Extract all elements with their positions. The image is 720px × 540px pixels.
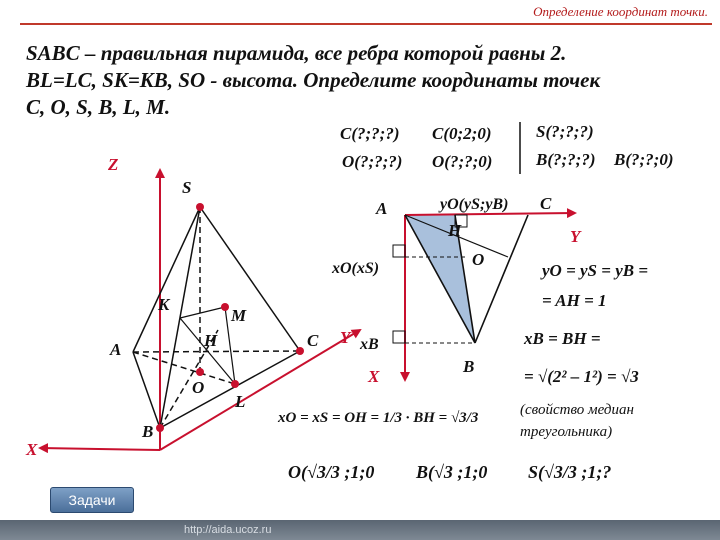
median-note-1: (свойство медиан <box>520 402 634 418</box>
label-point-a: A <box>110 340 122 359</box>
label-right-c: C <box>540 194 552 213</box>
point-s-dot <box>196 203 204 211</box>
point-b-dot <box>156 424 164 432</box>
right-angle-xb <box>393 331 405 343</box>
right-y-axis <box>405 213 575 215</box>
right-angle-xo <box>393 245 405 257</box>
coords-s: S(√3/3 ;1;? <box>528 462 612 482</box>
formula-yo-1: yO = yS = yB = <box>542 261 649 280</box>
formula-xb-1: xB = BH = <box>524 329 601 348</box>
label-point-s: S <box>182 178 192 197</box>
answer-o-unknown: O(?;?;?) <box>342 152 403 171</box>
coords-o: O(√3/3 ;1;0 <box>288 462 375 482</box>
label-point-c: C <box>307 331 319 350</box>
point-m-dot <box>221 303 229 311</box>
problem-line-3: C, O, S, B, L, M. <box>26 95 171 119</box>
problem-line-2: BL=LC, SK=KB, SO - высота. Определите координаты точек <box>26 68 601 92</box>
slide-header-title: Определение координат точки. <box>533 4 708 19</box>
formula-xb-2: = √(2² – 1²) = √3 <box>524 367 639 386</box>
label-right-h: H <box>448 221 462 240</box>
median-note-2: треугольника) <box>520 424 613 440</box>
edge-ab <box>133 352 160 428</box>
source-url: http://aida.ucoz.ru <box>184 524 272 536</box>
answer-c-unknown: C(?;?;?) <box>340 124 400 143</box>
answer-b-partial: B(?;?;0) <box>614 150 674 169</box>
edge-ac <box>133 351 300 352</box>
label-point-l: L <box>235 392 246 411</box>
formula-xo: xO = xS = OH = 1/3 · BH = √3/3 <box>278 410 479 426</box>
point-c-dot <box>296 347 304 355</box>
label-right-b: B <box>463 357 475 376</box>
side-cb <box>475 215 528 343</box>
answer-block <box>340 122 673 174</box>
answer-s-unknown: S(?;?;?) <box>536 122 594 141</box>
label-point-h: H <box>204 331 218 350</box>
tasks-button[interactable]: Задачи <box>50 487 134 513</box>
label-xb: xB <box>360 336 379 353</box>
label-axis-x: X <box>26 440 38 459</box>
label-axis-z: Z <box>108 155 119 174</box>
label-right-axis-y: Y <box>570 227 581 246</box>
bottom-frame <box>0 520 720 540</box>
label-point-o: O <box>192 378 205 397</box>
base-triangle-figure <box>331 194 582 386</box>
label-point-k: K <box>158 295 170 314</box>
x-axis <box>40 448 160 450</box>
label-point-m: M <box>231 306 247 325</box>
label-right-a: A <box>376 199 388 218</box>
label-right-o: O <box>472 250 485 269</box>
label-left-axis-y: Y <box>340 328 351 347</box>
answer-b-unknown: B(?;?;?) <box>536 150 596 169</box>
point-l-dot <box>231 380 239 388</box>
problem-line-1: SABC – правильная пирамида, все ребра которой равны 2. <box>26 41 567 65</box>
answer-c-known: C(0;2;0) <box>432 124 492 143</box>
y-axis <box>160 330 360 450</box>
coords-b: B(√3 ;1;0 <box>416 462 488 482</box>
edge-sc <box>200 207 300 351</box>
segment-km <box>180 307 225 318</box>
label-point-b: B <box>142 422 154 441</box>
point-o-dot <box>196 368 204 376</box>
label-yo: yO(yS;yB) <box>440 196 509 213</box>
label-xo: xO(xS) <box>332 260 380 277</box>
formula-yo-2: = AH = 1 <box>542 291 607 310</box>
answer-o-partial: O(?;?;0) <box>432 152 493 171</box>
median-al <box>133 352 235 384</box>
label-right-axis-x: X <box>368 367 380 386</box>
